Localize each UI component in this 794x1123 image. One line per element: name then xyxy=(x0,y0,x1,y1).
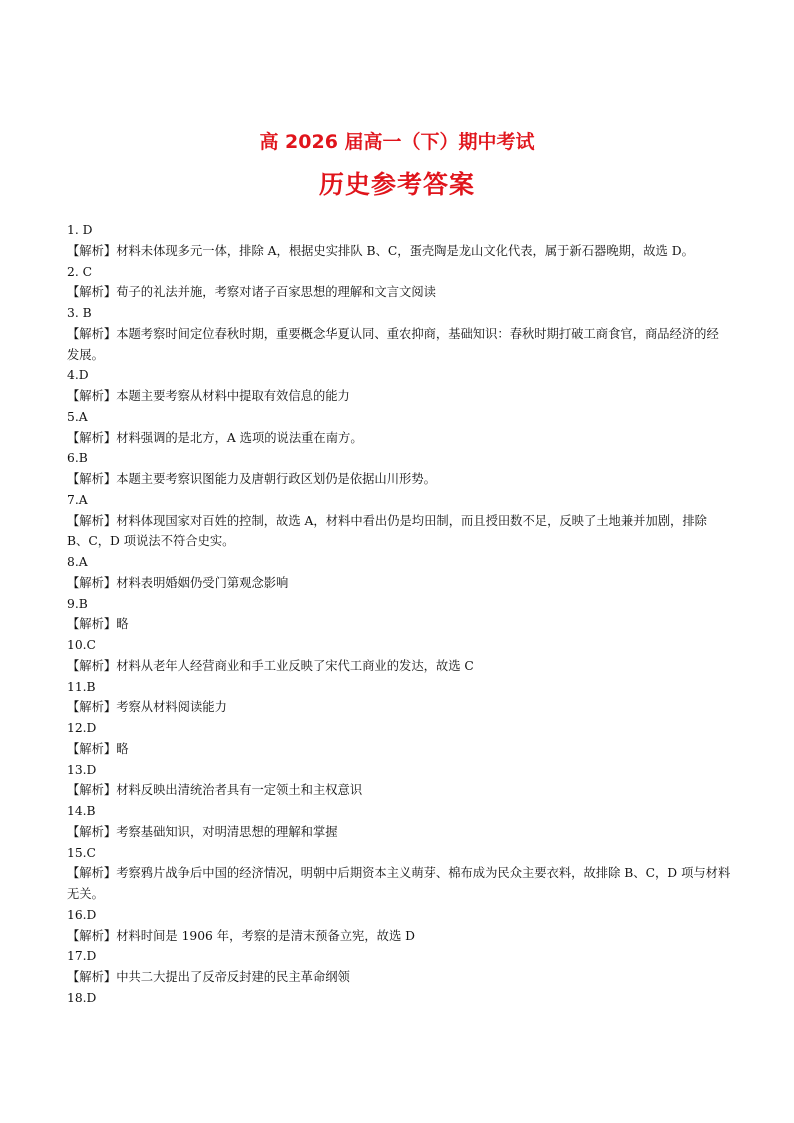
analysis-9: 【解析】略 xyxy=(67,617,129,632)
answer-8: 8.A xyxy=(67,555,88,569)
analysis-12: 【解析】略 xyxy=(67,741,129,756)
analysis-2: 【解析】荀子的礼法并施，考察对诸子百家思想的理解和文言文阅读 xyxy=(67,285,436,300)
answer-6: 6.B xyxy=(67,451,88,466)
answer-9: 9.B xyxy=(67,596,88,611)
analysis-14: 【解析】考察基础知识，对明清思想的理解和掌握 xyxy=(67,824,338,839)
answer-10: 10.C xyxy=(67,638,96,652)
analysis-10: 【解析】材料从老年人经营商业和手工业反映了宋代工商业的发达，故选 C xyxy=(67,658,474,673)
analysis-3: 【解析】本题考察时间定位春秋时期，重要概念华夏认同、重农抑商，基础知识：春秋时期打破工商食官，商品经济的经发展。 xyxy=(67,326,719,362)
analysis-15: 【解析】考察鸦片战争后中国的经济情况，明朝中后期资本主义萌芽、棉布成为民众主要衣料，故排除 B、C，D 项与材料无关。 xyxy=(67,866,731,901)
answer-14: 14.B xyxy=(67,804,96,818)
analysis-1: 【解析】材料未体现多元一体，排除 A，根据史实排队 B、C，蛋壳陶是龙山文化代表，属于新石器晚期，故选 D。 xyxy=(67,243,694,258)
answer-17: 17.D xyxy=(67,949,97,964)
analysis-16: 【解析】材料时间是 1906 年，考察的是清末预备立宪，故选 D xyxy=(67,928,416,943)
analysis-6: 【解析】本题主要考察识图能力及唐朝行政区划仍是依据山川形势。 xyxy=(67,472,436,486)
answer-12: 12.D xyxy=(67,721,97,735)
answer-13: 13.D xyxy=(67,762,97,777)
answer-key-title: 历史参考答案 xyxy=(318,170,475,199)
answer-18: 18.D xyxy=(67,990,97,1005)
answer-2: 2. C xyxy=(67,264,93,279)
analysis-17: 【解析】中共二大提出了反帝反封建的民主革命纲领 xyxy=(67,970,350,984)
answer-7: 7.A xyxy=(67,492,88,507)
answer-4: 4.D xyxy=(67,368,89,383)
exam-title: 高 2026 届高一（下）期中考试 xyxy=(259,131,535,153)
answer-3: 3. B xyxy=(67,306,92,320)
analysis-13: 【解析】材料反映出清统治者具有一定领土和主权意识 xyxy=(67,783,363,798)
answer-list xyxy=(67,220,731,1009)
analysis-4: 【解析】本题主要考察从材料中提取有效信息的能力 xyxy=(67,389,350,403)
analysis-5: 【解析】材料强调的是北方，A 选项的说法重在南方。 xyxy=(67,430,363,445)
answer-5: 5.A xyxy=(67,409,88,424)
answer-11: 11.B xyxy=(67,679,96,694)
answer-1: 1. D xyxy=(67,223,93,237)
answer-15: 15.C xyxy=(67,845,96,860)
analysis-8: 【解析】材料表明婚姻仍受门第观念影响 xyxy=(67,575,289,590)
answer-16: 16.D xyxy=(67,907,97,922)
analysis-7: 【解析】材料体现国家对百姓的控制，故选 A，材料中看出仍是均田制，而且授田数不足，反映了土地兼并加剧，排除 B、C，D 项说法不符合史实。 xyxy=(67,513,707,549)
analysis-11: 【解析】考察从材料阅读能力 xyxy=(67,700,227,715)
